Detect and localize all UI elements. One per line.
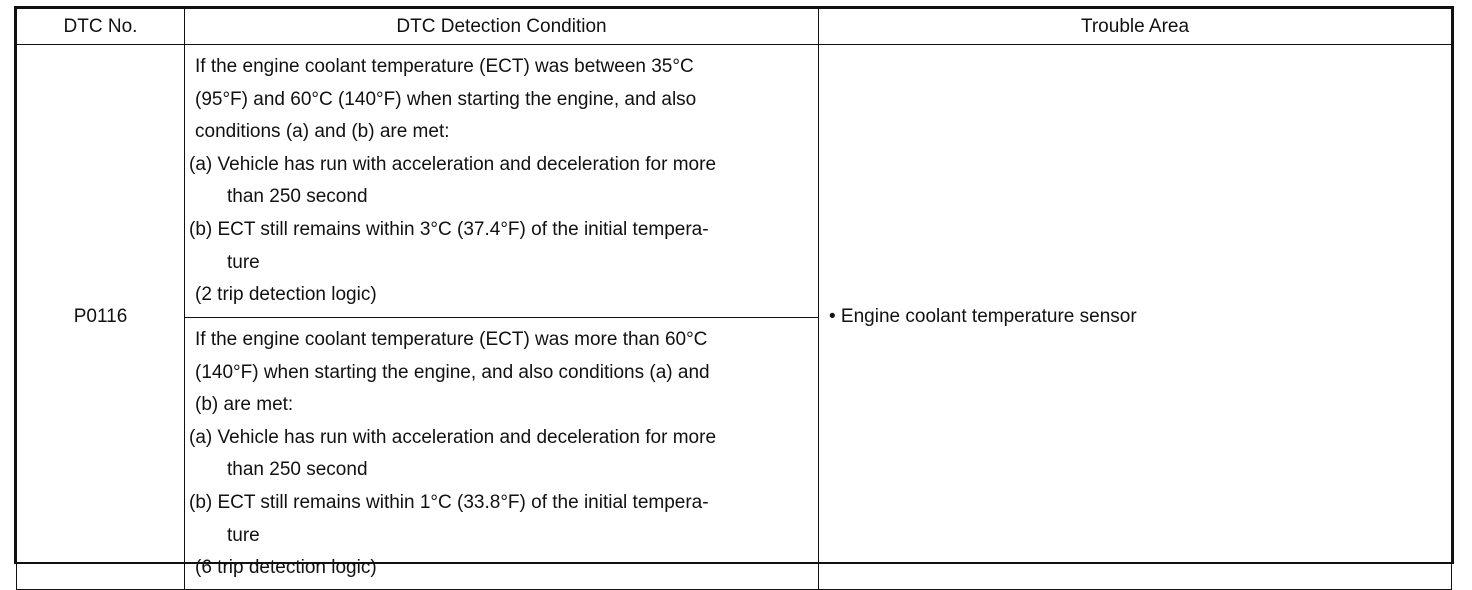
condition-2-intro-line-1: If the engine coolant temperature (ECT) was more than 60°C xyxy=(195,329,708,350)
condition-1-item-a-continued: than 250 second xyxy=(227,186,368,208)
condition-2-item-b: (b) ECT still remains within 1°C (33.8°F) of the initial tempera- xyxy=(189,491,709,513)
header-detection-condition: DTC Detection Condition xyxy=(185,9,819,45)
condition-2-trip-logic: (6 trip detection logic) xyxy=(195,557,377,579)
condition-1-intro-line-1: If the engine coolant temperature (ECT) was between 35°C xyxy=(195,56,694,77)
condition-1-trip-logic: (2 trip detection logic) xyxy=(195,284,377,306)
condition-1-intro-line-2: (95°F) and 60°C (140°F) when starting the engine, and also xyxy=(195,88,697,110)
header-trouble-area: Trouble Area xyxy=(819,9,1452,45)
dtc-table xyxy=(16,8,1452,590)
condition-2-intro-line-2: (140°F) when starting the engine, and also conditions (a) and xyxy=(195,361,710,383)
condition-cell-1 xyxy=(185,45,819,318)
condition-2-intro-line-3: (b) are met: xyxy=(195,394,294,416)
condition-2-item-b-continued: ture xyxy=(227,524,260,546)
condition-1-item-a: (a) Vehicle has run with acceleration and deceleration for more xyxy=(189,153,717,175)
condition-1-item-b-continued: ture xyxy=(227,251,260,273)
header-dtc-no: DTC No. xyxy=(17,9,185,45)
condition-cell-2 xyxy=(185,318,819,590)
condition-2-item-a-continued: than 250 second xyxy=(227,459,368,481)
table-row xyxy=(17,45,1452,318)
trouble-area-cell: • Engine coolant temperature sensor xyxy=(819,45,1452,590)
header-row xyxy=(17,9,1452,45)
dtc-code-cell: P0116 xyxy=(17,45,185,590)
dtc-table-container xyxy=(14,6,1454,579)
condition-2-item-a: (a) Vehicle has run with acceleration and deceleration for more xyxy=(189,426,717,448)
condition-1-item-b: (b) ECT still remains within 3°C (37.4°F) of the initial tempera- xyxy=(189,218,709,240)
condition-1-intro-line-3: conditions (a) and (b) are met: xyxy=(195,121,450,143)
